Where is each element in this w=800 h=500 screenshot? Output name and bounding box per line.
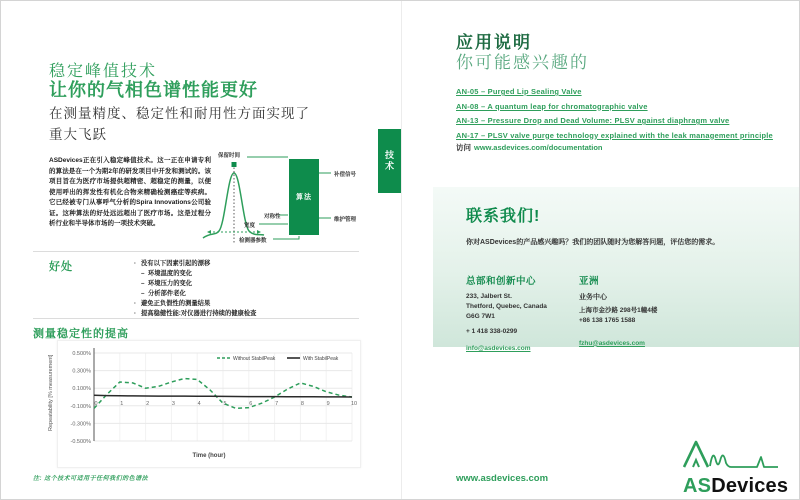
contact-heading: 联系我们! (466, 208, 541, 225)
benefit-subitem: – 分析部件老化 (134, 289, 344, 299)
app-note-link-an17[interactable]: AN-17 – PLSV valve purge technology explained with the leak management principle (456, 130, 773, 140)
hq-title: 总部和创新中心 (466, 276, 537, 287)
left-subtitle-line1: 在测量精度、稳定性和耐用性方面实现了 (49, 106, 310, 121)
svg-text:-0.500%: -0.500% (70, 439, 91, 445)
spine-tab-label: 技术 (384, 150, 394, 172)
asia-email-link[interactable]: fzhu@asdevices.com (579, 339, 645, 347)
svg-text:5: 5 (223, 401, 227, 407)
benefits-list (134, 259, 344, 319)
benefits-heading: 好处 (49, 261, 73, 273)
svg-text:-0.300%: -0.300% (70, 421, 91, 428)
spine-tab-technology (378, 129, 401, 193)
svg-text:4: 4 (197, 401, 201, 407)
chart-heading: 测量稳定性的提高 (33, 328, 129, 340)
diagram-label-maintenance: 维护管理 (334, 217, 357, 223)
svg-text:Without StabilPeak: Without StabilPeak (233, 356, 276, 362)
left-title-main: 让你的气相色谱性能更好 (49, 80, 258, 100)
svg-text:9: 9 (326, 401, 330, 407)
divider-rule-bottom (33, 318, 359, 319)
divider-rule-top (33, 251, 359, 252)
diagram-label-compensation-signal: 补偿信号 (334, 172, 357, 178)
logo-as-text: AS (683, 475, 712, 497)
page-gutter (401, 1, 402, 500)
svg-text:0.100%: 0.100% (72, 386, 91, 393)
chart-y-axis-label: Repeatability [% measurement] (48, 354, 54, 431)
app-note-link-an08[interactable]: AN-08 – A quantum leap for chromatographic valve (456, 101, 648, 111)
documentation-url[interactable]: www.asdevices.com/documentation (474, 143, 603, 152)
footer-website-url[interactable]: www.asdevices.com (456, 473, 549, 484)
visit-label: 访问 (456, 143, 471, 152)
diagram-label-symmetry: 对称性 (264, 214, 281, 220)
app-note-links (456, 87, 786, 145)
hq-phone: + 1 418 338-0299 (466, 328, 518, 336)
benefit-subitem: – 环境压力的变化 (134, 279, 344, 289)
hq-address-line2: Thetford, Quebec, Canada (466, 302, 547, 310)
diagram-label-retention-time: 保留时间 (218, 153, 241, 159)
svg-text:1: 1 (120, 401, 124, 407)
intro-paragraph: ASDevices正在引入稳定峰值技术。这一正在申请专利的算法是在一个为期2年的研发项目中开发和测试的。该项目旨在为医疗市场提供超精密、超稳定的测量，以便使用呼出的挥发性有机化合物来精确检测癌症等疾病。它已经被专门从事呼气分析的Spira Innovations公司验证。这种算法的好处远远超出了医疗市场。这是过程分析行业和半导体市场的一项技术突破。 (49, 157, 211, 228)
app-note-link-an13[interactable]: AN-13 – Pressure Drop and Dead Volume: PLSV against diaphragm valve (456, 116, 730, 125)
asia-title: 亚洲 (579, 276, 600, 287)
svg-text:2: 2 (146, 401, 150, 407)
app-note-link-an05[interactable]: AN-05 – Purged Lip Sealing Valve (456, 87, 582, 96)
left-subtitle (49, 104, 310, 146)
hq-email-link[interactable]: info@asdevices.com (466, 345, 531, 352)
logo-wordmark (683, 475, 789, 498)
asdevices-logo (683, 439, 789, 498)
stability-chart (57, 340, 361, 468)
chromatogram-logo-icon (683, 439, 779, 469)
left-subtitle-line2: 重大飞跃 (49, 126, 107, 142)
svg-text:0.500%: 0.500% (72, 351, 91, 357)
app-notes-title: 应用说明 (456, 33, 532, 52)
chart-x-axis-label: Time (hour) (192, 453, 226, 459)
svg-text:7: 7 (275, 401, 279, 407)
asia-address-line1: 上海市金沙路 298号1幢4楼 (579, 307, 658, 314)
svg-text:0.300%: 0.300% (72, 368, 91, 375)
logo-devices-text: Devices (711, 475, 789, 497)
benefit-item: · 提高稳健性能:对仪器进行持续的健康检查 (134, 309, 344, 319)
asia-phone: +86 138 1765 1588 (579, 316, 636, 324)
asia-subtitle: 业务中心 (579, 294, 607, 301)
app-notes-subtitle: 你可能感兴趣的 (456, 53, 589, 72)
diagram-label-width: 宽度 (244, 223, 256, 229)
algorithm-diagram (201, 146, 379, 254)
benefit-item: · 没有以下因素引起的漂移 (134, 259, 344, 269)
left-footnote: 注: 这个技术可适用于任何我们的色谱法 (33, 476, 149, 482)
diagram-label-detector-params: 检测器参数 (239, 238, 267, 244)
svg-text:6: 6 (249, 401, 253, 407)
hq-address-line3: G6G 7W1 (466, 312, 495, 320)
svg-text:0: 0 (94, 401, 98, 407)
contact-asia-column (579, 273, 739, 350)
left-title-kicker: 稳定峰值技术 (49, 63, 158, 80)
svg-text:With StabilPeak: With StabilPeak (303, 356, 339, 362)
visit-line (456, 142, 603, 153)
svg-text:3: 3 (171, 401, 175, 407)
svg-text:10: 10 (350, 401, 358, 407)
contact-hq-column (466, 273, 574, 355)
svg-text:-0.100%: -0.100% (70, 403, 91, 410)
svg-text:8: 8 (300, 401, 304, 407)
benefit-subitem: – 环境温度的变化 (134, 269, 344, 279)
algorithm-box: 算法 (289, 159, 319, 235)
contact-intro: 你对ASDevices的产品感兴趣吗？我们的团队随时为您解答问题，评估您的需求。 (466, 239, 720, 246)
stability-chart-plot (58, 341, 360, 467)
benefit-item: · 避免正负假性的测量结果 (134, 299, 344, 309)
hq-address-line1: 233, Jalbert St. (466, 293, 512, 300)
